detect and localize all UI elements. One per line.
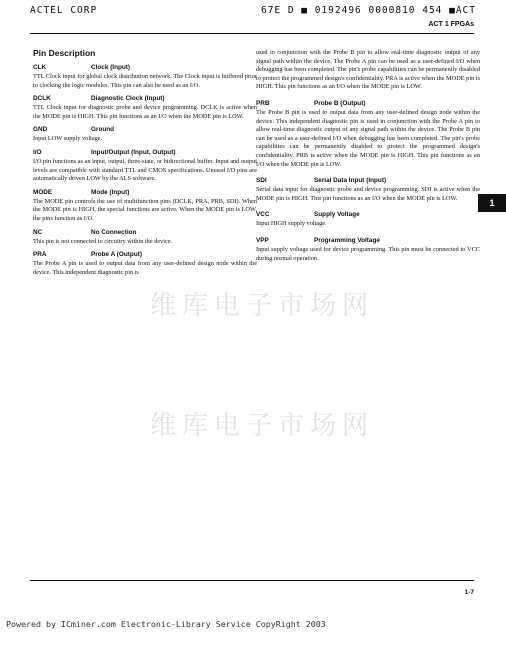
- pin-name: Programming Voltage: [314, 236, 380, 244]
- pin-code: I/O: [33, 148, 42, 156]
- pin-description: Input supply voltage used for device programming. This pin must be connected to VCC during normal operation.: [256, 245, 480, 262]
- left-column: [33, 40, 257, 277]
- pin-code: SDI: [256, 177, 267, 185]
- watermark: 维库电子市场网: [150, 411, 375, 441]
- section-title: Pin Description: [33, 48, 96, 58]
- pin-name: Ground: [91, 126, 115, 134]
- subheader: ACT 1 FPGAs: [428, 21, 474, 28]
- pin-code: PRB: [256, 99, 270, 107]
- pin-code: VPP: [256, 236, 269, 244]
- pin-description: Input HIGH supply voltage.: [256, 220, 327, 228]
- pin-code: GND: [33, 126, 48, 134]
- pin-description: Input LOW supply voltage.: [33, 135, 103, 143]
- pin-entry: [256, 237, 480, 263]
- pin-name: Input/Output (Input, Output): [91, 148, 176, 156]
- pin-description: This pin is not connected to circuitry within the device.: [33, 237, 173, 245]
- page-header: [30, 5, 476, 19]
- pin-entry: [33, 95, 257, 121]
- pin-name: Probe A (Output): [91, 251, 142, 259]
- section-tab: 1: [478, 194, 506, 212]
- pin-description: The MODE pin controls the use of multifunction pins (DCLK, PRA, PRB, SDI). When the MODE pin is HIGH, the special functions are active. When the MODE pin is LOW, the pins function as I/O.: [33, 197, 257, 222]
- pin-code: VCC: [256, 211, 270, 219]
- pin-code: NC: [33, 228, 43, 236]
- pin-entry: [33, 189, 257, 224]
- pin-entry: [33, 229, 257, 247]
- pin-name: No Connection: [91, 228, 137, 236]
- pin-entry: [256, 177, 480, 203]
- header-left: ACTEL CORP: [30, 5, 98, 16]
- header-right: 67E D ■ 0192496 0000810 454 ■ACT: [260, 5, 476, 16]
- pin-description: TTL Clock input for global clock distribution network. The Clock input is buffered prior to clocking the logic modules. This pin can also be used as an I/O.: [33, 73, 257, 89]
- right-column: [256, 40, 480, 263]
- pin-entry: [256, 100, 480, 169]
- pin-code: MODE: [33, 188, 53, 196]
- pin-description: Serial data input for diagnostic probe and device programming. SDI is active when the MODE pin is HIGH. This pin functions as an I/O when the MODE pin is LOW.: [256, 186, 480, 202]
- pin-entry: [33, 251, 257, 277]
- pin-name: Serial Data Input (Input): [314, 177, 387, 185]
- watermark: 维库电子市场网: [150, 291, 375, 321]
- footer-rule: [30, 580, 474, 581]
- pin-entry: [33, 126, 257, 144]
- pin-code: CLK: [33, 64, 47, 71]
- pin-entry: [33, 64, 257, 90]
- pin-description: The Probe A pin is used to output data from any user-defined design node within the device. This independent diagnostic pin is: [33, 260, 257, 276]
- pin-code: PRA: [33, 251, 47, 259]
- continued-text: used in conjunction with the Probe B pin to allow real-time diagnostic output of any signal path within the device. The Probe A pin can be used as a user-defined I/O when debugging has been completed. The pin's probe capabilities can be permanently disabled to protect the programmed design's confidentiality. PRA is active when the MODE pin is HIGH. This pin functions as an I/O when the MODE pin is LOW.: [256, 49, 480, 91]
- page-number: 1-7: [464, 589, 474, 596]
- pin-code: DCLK: [33, 95, 51, 103]
- pin-description: I/O pin functions as an input, output, three-state, or bidirectional buffer. Input and output levels are compatible with standard TTL and CMOS specifications. Unused I/O pins are automatically driven LOW by the ALS software.: [33, 157, 257, 183]
- pin-entry: [256, 211, 480, 229]
- pin-entry: [33, 149, 257, 184]
- pin-name: Mode (Input): [91, 188, 130, 196]
- pin-description: TTL Clock input for diagnostic probe and device programming. DCLK is active when the MODE pin is HIGH. This pin functions as an I/O when the MODE pin is LOW.: [33, 104, 257, 120]
- pin-name: Probe B (Output): [314, 99, 366, 107]
- header-rule: [30, 33, 474, 34]
- service-footer: Powered by ICminer.com Electronic-Library Service CopyRight 2003: [6, 619, 326, 629]
- pin-name: Diagnostic Clock (Input): [91, 95, 165, 103]
- pin-name: Clock (Input): [91, 64, 131, 71]
- pin-description: The Probe B pin is used to output data from any user-defined design node within the device. This independent diagnostic pin is used in conjunction with the Probe A pin to allow real-time diagnostic output of any signal path within the device. The Probe B pin can be used as a user-defined I/O when debugging has been completed. The pin's probe capabilities can be permanently disabled to protect the programmed design's confidentiality. PRB is active when the MODE pin is HIGH. This pin functions as an I/O when the MODE pin is LOW.: [256, 108, 480, 168]
- pin-name: Supply Voltage: [314, 211, 360, 219]
